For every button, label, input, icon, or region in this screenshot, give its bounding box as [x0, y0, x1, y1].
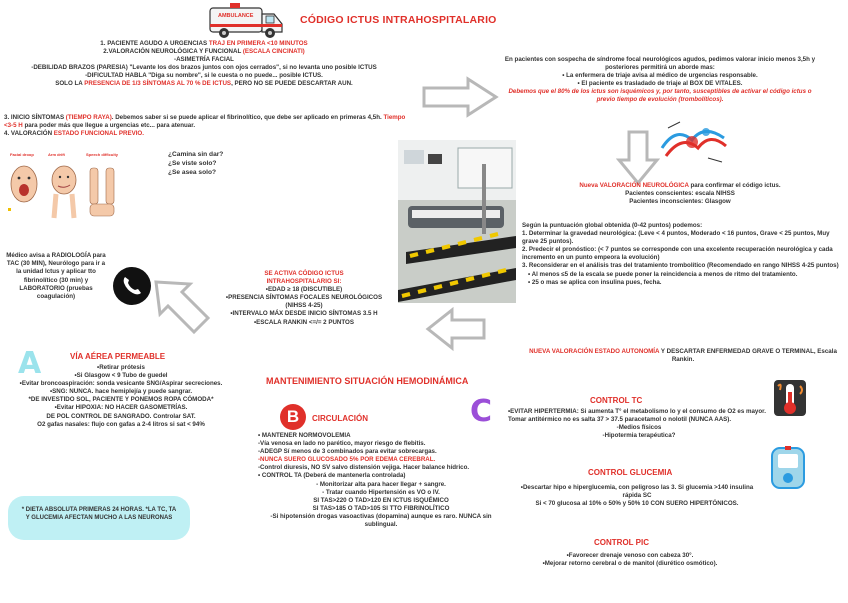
- nueva-funcional: NUEVA VALORACIÓN ESTADO AUTONOMÍA Y DESCARTAR ENFERMEDAD GRAVE O TERMINAL, Escala Rankin.: [529, 348, 837, 364]
- criterion-2: 2.VALORACIÓN NEUROLÓGICA Y FUNCIONAL (ESCALA CINCINATI): [103, 48, 305, 56]
- activa-block: [222, 270, 386, 327]
- via-line-7: DE POL CONTROL DE SANGRADO. Controlar SAT.: [46, 412, 196, 420]
- activa-item-1: •EDAD ≥ 18 (DISCUTIBLE): [265, 286, 343, 294]
- dieta-text: * DIETA ABSOLUTA PRIMERAS 24 HORAS. *LA TC, TA Y GLUCEMIA AFECTAN MUCHO A LAS NEURONAS: [21, 507, 177, 522]
- via-letter: A: [18, 346, 42, 381]
- right-bullet-1: • La enfermera de triaje avisa al médico de urgencias responsable.: [562, 72, 758, 80]
- nueva-valoracion-line: Nueva VALORACIÓN NEUROLÓGICA para confirmar el código ictus.: [579, 182, 781, 189]
- control-gluc-title: CONTROL GLUCEMIA: [588, 468, 673, 477]
- gluc-line-1: •Descartar hipo e hiperglucemia, con peligroso las 3. Si glucemia >140 insulina rápida SC: [520, 484, 754, 500]
- arrow-left-icon: [424, 306, 488, 352]
- via-line-4: •SNG: NUNCA. hace hemiplejía y puede sangrar.: [49, 388, 193, 396]
- medico-text: Médico avisa a RADIOLOGÍA para TAC (30 MIN), Neurólogo para ir a la unidad Ictus y aplicar tto fibrinolítico (30 min) y LABORATORIO (pruebas coagulación): [6, 252, 106, 301]
- right-note: Debemos que el 80% de los ictus son isquémicos y, por tanto, susceptibles de activar el código ictus o previo tiempo de evolución (trombolíticos).: [508, 88, 812, 104]
- face-label-1: Facial droop: [10, 152, 34, 157]
- fast-faces-icon: [6, 158, 124, 224]
- activa-title-2: INTRAHOSPITALARIO SI:: [266, 278, 342, 286]
- heart-neurons-icon: [658, 118, 730, 166]
- right-intro: En pacientes con sospecha de síndrome focal neurológicos agudos, pedimos valorar inicio menos 3,5h y posteriores permitirá un aborde mas:: [504, 56, 816, 72]
- circ-line-4: -NUNCA SUERO GLUCOSADO 5% POR EDEMA CEREBRAL.: [258, 456, 436, 464]
- questions-block: [168, 150, 278, 177]
- control-letter: C: [470, 394, 493, 429]
- pic-line-1: •Favorecer drenaje venoso con cabeza 30°.: [566, 552, 694, 559]
- criterion-1: 1. PACIENTE AGUDO A URGENCIAS TRAJ EN PRIMERA <10 MINUTOS: [100, 40, 308, 47]
- circ-line-1: • MANTENER NORMOVOLEMIA: [258, 432, 351, 439]
- right-top-block: [500, 56, 820, 105]
- nihss-4: 3. Reconsiderar en el análisis tras del tratamiento trombolítico (Recomendado en rango NIHSS 4-25 puntos): [522, 262, 839, 270]
- tc-line-3: -Hipotermia terapéutica?: [602, 432, 676, 440]
- gluc-line-2: Si < 70 glucosa al 10% o 50% y 50% 10 CON SUERO HIPERTÓNICOS.: [535, 500, 739, 508]
- nihss-2: 1. Determinar la gravedad neurológica: (Leve < 4 puntos, Moderado < 16 puntos, Grave < 25 puntos, Muy grave 25 puntos).: [522, 230, 830, 246]
- phone-icon: [112, 266, 152, 306]
- glucometer-icon: [770, 446, 806, 490]
- mantenimiento-title: MANTENIMIENTO SITUACIÓN HEMODINÁMICA: [266, 376, 469, 386]
- solo-line: SOLO LA PRESENCIA DE 1/3 SÍNTOMAS AL 70 % DE ICTUS, PERO NO SE PUEDE DESCARTAR AUN.: [55, 80, 353, 88]
- via-line-5: *DE INVESTIDO SOL, PACIENTE Y PONEMOS ROPA CÓMODA*: [28, 396, 214, 404]
- criteria-block: [4, 40, 404, 89]
- circ-line-10: SI TAS>185 O TAD>105 SI TTO FIBRINOLÍTICO: [312, 504, 450, 512]
- medico-block: [6, 252, 106, 301]
- criterion-3: 3. INICIO SÍNTOMAS (TIEMPO RAYA). Debemos saber si se puede aplicar el fibrinolítico, que debe ser aplicado en primeras 4,5h. Tiempo <3-5 H para poder más que llegue a urgencias etc... para atenuar.: [4, 114, 406, 130]
- nueva-valoracion: [520, 182, 840, 206]
- nihss-6: • 25 o mas se aplica con insulina pues, fecha.: [528, 278, 662, 286]
- control-gluc-block: [512, 484, 762, 508]
- via-line-8: O2 gafas nasales: flujo con gafas a 2-4 litros si sat < 94%: [37, 420, 205, 428]
- ambulance-label: AMBULANCE: [218, 13, 254, 19]
- via-line-3: •Evitar broncoaspiración: sonda vesicante SNG/Aspirar secreciones.: [19, 380, 223, 388]
- question-2: ¿Se viste solo?: [168, 160, 217, 167]
- nihss-block: [522, 222, 840, 287]
- control-pic-title: CONTROL PIC: [594, 538, 649, 547]
- activa-item-2: •PRESENCIA SÍNTOMAS FOCALES NEUROLÓGICOS (NIHSS 4-25): [225, 294, 383, 310]
- arrow-down-icon: [616, 130, 660, 186]
- via-block: [6, 364, 236, 429]
- circulacion-letter: B: [286, 407, 300, 426]
- circulacion-title: CIRCULACIÓN: [312, 414, 368, 423]
- circ-line-11: -Si hipotensión drogas vasoactivas (dopamina) aunque es raro. NUNCA sin sublingual.: [270, 512, 492, 529]
- cincinati-1: -ASIMETRÍA FACIAL: [174, 56, 234, 64]
- activa-item-4: •ESCALA RANKIN <=/= 2 PUNTOS: [254, 318, 354, 326]
- tc-line-1: •EVITAR HIPERTERMIA: Si aumenta T° el metabolismo lo y el consumo de O2 es mayor. Tomar antitérmico no es salta 37 > 37.5 paracetamol o nolotil (NUNCA AAS).: [508, 408, 766, 424]
- criterion-4: 4. VALORACIÓN ESTADO FUNCIONAL PREVIO.: [4, 130, 144, 138]
- ambulance-icon: [208, 2, 286, 40]
- arrow-up-left-icon: [150, 276, 212, 338]
- via-title: VÍA AÉREA PERMEABLE: [70, 352, 166, 361]
- via-line-6: •Evitar HIPOXIA: NO HACER GASOMETRÍAS.: [54, 404, 188, 412]
- circulacion-block: [258, 432, 504, 529]
- question-1: ¿Camina sin dar?: [168, 151, 224, 158]
- thermometer-icon: [772, 378, 808, 418]
- activa-title-1: SE ACTIVA CÓDIGO ICTUS: [264, 270, 344, 277]
- circ-line-2: -Vía venosa en lado no parético, mayor riesgo de flebitis.: [258, 440, 426, 448]
- right-bullet-2: • El paciente es trasladado de triaje al BOX DE VITALES.: [577, 80, 743, 88]
- escala-1: Pacientes conscientes: escala NIHSS: [625, 190, 735, 198]
- escala-2: Pacientes inconscientes: Glasgow: [629, 198, 731, 206]
- circ-line-7: - Monitorizar alta para hacer llegar + sangre.: [316, 480, 446, 488]
- question-3: ¿Se asea solo?: [168, 169, 217, 176]
- pic-line-2: •Mejorar retorno cerebral o de manitol (diurético osmótico).: [542, 560, 718, 568]
- criteria-block-2: [4, 114, 412, 138]
- nihss-5: • Al menos ≤5 de la escala se puede poner la reincidencia a menos de ritmo del tratamiento.: [528, 270, 798, 278]
- circ-line-6: • CONTROL TA (Deberá de mantenerla controlada): [258, 472, 406, 480]
- fast-illustration: [6, 152, 124, 224]
- via-line-2: •Si Glasgow < 9 Tubo de guedel: [74, 372, 168, 380]
- face-label-2: Arm drift: [48, 152, 65, 157]
- cincinati-2: -DEBILIDAD BRAZOS (PARESIA) "Levante los dos brazos juntos con ojos cerrados", si no levanta uno posible ICTUS: [31, 64, 377, 72]
- via-line-1: •Retirar prótesis: [97, 364, 145, 371]
- circ-line-8: - Tratar cuando Hipertensión es VO o IV.: [322, 488, 440, 496]
- control-pic-block: [520, 552, 740, 568]
- tc-line-2: -Medios físicos: [616, 424, 662, 432]
- face-label-3: Speech difficulty: [86, 152, 119, 157]
- circ-line-5: -Control diuresis, NO SV salvo distensión vejiga. Hacer balance hídrico.: [258, 464, 470, 472]
- circulacion-letter-badge: [280, 404, 306, 430]
- cincinati-3: -DIFICULTAD HABLA "Diga su nombre", si le cuesta o no puede... posible ICTUS.: [85, 72, 323, 80]
- arrow-right-icon: [420, 76, 500, 118]
- page-title: CÓDIGO ICTUS INTRAHOSPITALARIO: [300, 14, 497, 26]
- nihss-3: 2. Predecir el pronóstico: (< 7 puntos se corresponde con una excelente recuperación neurológica y cada incremento en un punto empeora la evolución): [522, 246, 833, 262]
- control-tc-block: [508, 408, 770, 440]
- nihss-1: Según la puntuación global obtenida (0-42 puntos) podemos:: [522, 222, 703, 229]
- control-tc-title: CONTROL TC: [590, 396, 643, 405]
- activa-item-3: •INTERVALO MÁX DESDE INICIO SÍNTOMAS 3.5 H: [230, 310, 378, 318]
- circ-line-9: SI TAS>220 O TAD>120 EN ICTUS ISQUÉMICO: [313, 496, 449, 504]
- dieta-box: [8, 496, 190, 540]
- emergency-room-photo: [398, 140, 516, 303]
- circ-line-3: -ADEGP Sí menos de 3 combinados para evitar sobrecargas.: [258, 448, 437, 456]
